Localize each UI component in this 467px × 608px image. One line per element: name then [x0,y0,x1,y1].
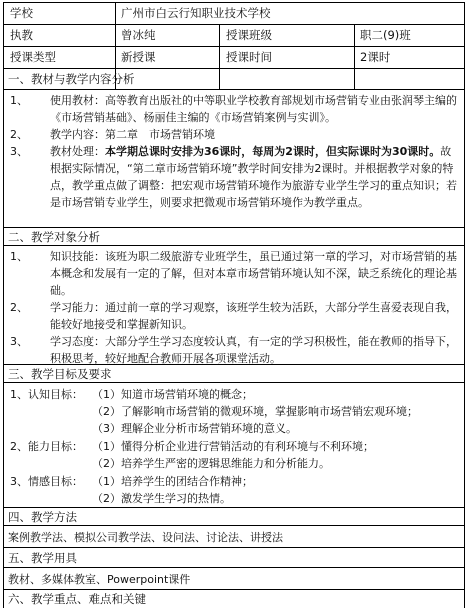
sec1-item1-text: 使用教材：高等教育出版社的中等职业学校教育部规划市场营销专业由张润琴主编的《市场营销基础》、杨丽佳主编的《市场营销案例与实训》。 [50,94,457,124]
school-label: 学校 [10,6,33,20]
teacher-label: 执教 [10,28,33,42]
sec1-item3-rest: 故根据实际情况，“第二章市场营销环境”教学时间安排为2课时。并根据教学对象的特点，教学重点做了调整：把宏观市场营销环境作为旅游专业学生学习的重点知识；若是市场营销专业学生，则要求把微观市场营销环境作为教学重点。 [50,145,457,209]
section-5-title: 五、教学用具 [8,551,77,565]
teaching-tools: 教材、多媒体教室、Powerpoint课件 [8,573,191,586]
goal-cognitive-line-1: （1）知道市场营销环境的概念； [92,388,253,401]
sec2-item3-num: 3、 [10,335,28,348]
class-value: 职二(9)班 [360,28,411,42]
sec1-item1-num: 1、 [10,94,28,107]
class-label: 授课班级 [226,28,272,42]
section-4-title: 四、教学方法 [8,510,77,524]
sec2-item1-num: 1、 [10,250,28,263]
goal-emotion-line-2: （2）激发学生学习的热情。 [92,492,231,505]
goal-cognitive-label: 1、认知目标： [10,388,83,401]
sec2-item3-text: 学习态度：大部分学生学习态度较认真，有一定的学习积极性，能在教师的指导下，积极思考，较好地配合教师开展各项课堂活动。 [50,335,457,365]
sec1-item2-num: 2、 [10,128,28,141]
sec2-item2-text: 学习能力：通过前一章的学习观察，该班学生较为活跃，大部分学生喜爱表现自我，能较好地接受和掌握新知识。 [50,301,457,331]
lesson-plan-table [3,2,465,608]
section-3-title: 三、教学目标及要求 [8,367,112,381]
goal-emotion-line-1: （1）培养学生的团结合作精神； [92,475,253,488]
goal-ability-label: 2、能力目标： [10,440,83,453]
teaching-methods: 案例教学法、模拟公司教学法、设问法、讨论法、讲授法 [8,531,283,544]
sec2-item1-text: 知识技能：该班为职二级旅游专业班学生，虽已通过第一章的学习，对市场营销的基本概念和发展有一定的了解，但对本章市场营销环境认知不深，缺乏系统化的理论基础。 [50,250,457,297]
goal-ability-line-2: （2）培养学生严密的逻辑思维能力和分析能力。 [92,457,330,470]
goal-cognitive-line-2: （2）了解影响市场营销的微观环境，掌握影响市场营销宏观环境； [92,405,418,418]
section-2-title: 二、教学对象分析 [8,230,100,244]
goal-cognitive-line-3: （3）理解企业分析市场营销环境的意义。 [92,422,297,435]
goal-emotion-label: 3、情感目标： [10,475,83,488]
section-6-title: 六、教学重点、难点和关键 [8,592,146,606]
school-value: 广州市白云行知职业技术学校 [121,6,271,20]
sec1-item3-num: 3、 [10,145,28,158]
sec1-item2-text: 教学内容：第二章 市场营销环境 [50,128,215,141]
section-1-title: 一、教材与教学内容分析 [8,72,135,86]
goal-ability-line-1: （1）懂得分析企业进行营销活动的有利环境与不利环境； [92,440,374,453]
sec2-item2-num: 2、 [10,301,28,314]
lesson-type-label: 授课类型 [10,50,56,64]
sec1-item3-lead: 教材处理： [50,145,105,158]
sec1-item3-text [50,143,460,211]
lesson-type-value: 新授课 [121,50,156,64]
sec1-item3-bold: 本学期总课时安排为36课时，每周为2课时，但实际课时为30课时。 [105,145,441,158]
teacher-value: 曾冰纯 [121,28,156,42]
time-label: 授课时间 [226,50,272,64]
time-value: 2课时 [360,50,391,64]
